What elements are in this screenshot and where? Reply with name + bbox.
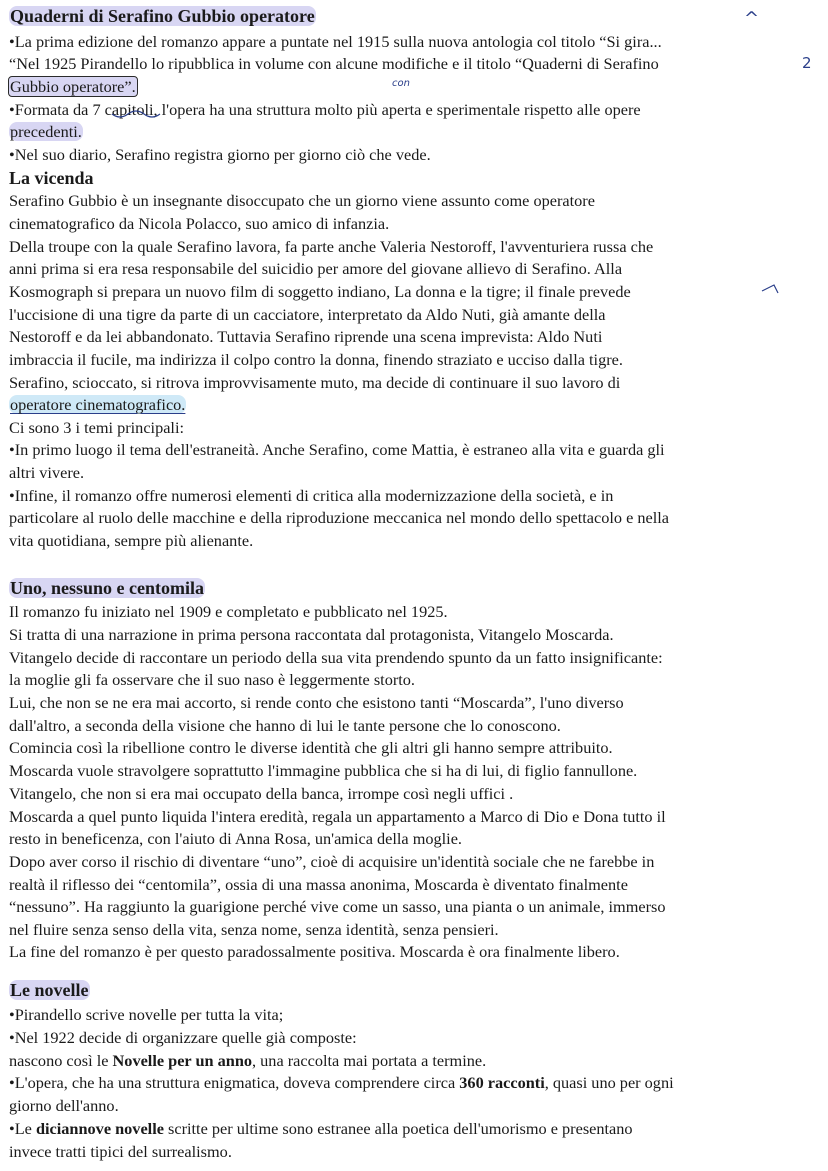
- novelle-line-6: •Le diciannove novelle scritte per ultime sono estranee alla poetica dell'umorismo e presentano: [9, 1119, 633, 1138]
- novelle-title-bold: Novelle per un anno: [112, 1051, 253, 1070]
- serafino-intro-line-6: •Nel suo diario, Serafino registra giorno per giorno ciò che vede.: [9, 145, 431, 164]
- vicenda-line-4: anni prima si era resa responsabile del suicidio per amore del giovane allievo di Serafino. Alla: [9, 259, 623, 278]
- serafino-intro-line-4: •Formata da 7 capitoli, l'opera ha una struttura molto più aperta e sperimentale rispetto alle opere: [9, 100, 641, 119]
- section-title-novelle: Le novelle: [10, 980, 89, 1000]
- vicenda-line-11: Ci sono 3 i temi principali:: [9, 418, 185, 437]
- vicenda-line-12: •In primo luogo il tema dell'estraneità. Anche Serafino, come Mattia, è estraneo alla vita e guarda gli: [9, 440, 665, 459]
- diciannove-novelle-bold: diciannove novelle: [35, 1119, 164, 1138]
- vicenda-line-14: •Infine, il romanzo offre numerosi elementi di critica alla modernizzazione della società, e in: [9, 486, 614, 505]
- uno-line-14: “nessuno”. Ha raggiunto la guarigione perché vive come un sasso, una pianta o un animale, immerso: [9, 897, 666, 916]
- vicenda-line-3: Della troupe con la quale Serafino lavora, fa parte anche Valeria Nestoroff, l'avventuriera russa che: [9, 237, 654, 256]
- vicenda-line-9: Serafino, scioccato, si ritrova improvvisamente muto, ma decide di continuare il suo lavoro di: [9, 373, 621, 392]
- uno-line-8: Moscarda vuole stravolgere soprattutto l'immagine pubblica che si ha di lui, di figlio fannullone.: [9, 761, 638, 780]
- novelle-line-2: •Nel 1922 decide di organizzare quelle già composte:: [9, 1028, 357, 1047]
- vicenda-line-10: operatore cinematografico.: [10, 395, 186, 414]
- uno-line-4: la moglie gli fa osservare che il suo naso è leggermente storto.: [9, 670, 415, 689]
- handwritten-con-note: con: [392, 78, 410, 89]
- vicenda-line-15: particolare al ruolo delle macchine e della riproduzione meccanica nel mondo dello spettacolo e nella: [9, 508, 670, 527]
- section-title-serafino: Quaderni di Serafino Gubbio operatore: [10, 6, 315, 26]
- novelle-line-7: invece tratti tipici del surrealismo.: [9, 1142, 232, 1161]
- uno-line-5: Lui, che non se ne era mai accorto, si rende conto che esistono tanti “Moscarda”, l'uno diverso: [9, 693, 624, 712]
- vicenda-line-8: imbraccia il fucile, ma indirizza il colpo contro la donna, finendo straziato e ucciso dalla tigre.: [9, 350, 623, 369]
- uno-line-2: Si tratta di una narrazione in prima persona raccontata dal protagonista, Vitangelo Moscarda.: [9, 625, 614, 644]
- vicenda-line-5: Kosmograph si prepara un nuovo film di soggetto indiano, La donna e la tigre; il finale prevede: [9, 282, 631, 301]
- novelle-line-4: •L'opera, che ha una struttura enigmatica, doveva comprendere circa 360 racconti, quasi uno per ogni: [9, 1073, 674, 1092]
- serafino-intro-line-1: •La prima edizione del romanzo appare a puntate nel 1915 sulla nuova antologia col titolo “Si gira...: [9, 32, 662, 51]
- novelle-line-1: •Pirandello scrive novelle per tutta la vita;: [9, 1005, 284, 1024]
- uno-line-11: resto in beneficenza, con l'aiuto di Anna Rosa, un'amica della moglie.: [9, 829, 463, 848]
- novelle-line-5: giorno dell'anno.: [9, 1096, 119, 1115]
- novelle-line-3: nascono così le Novelle per un anno, una raccolta mai portata a termine.: [9, 1051, 487, 1070]
- handwritten-caret-mark: ^: [744, 8, 760, 29]
- section-title-uno: Uno, nessuno e centomila: [10, 578, 205, 598]
- uno-line-10: Moscarda a quel punto liquida l'intera eredità, regala un appartamento a Marco di Dio e Dona tutto il: [9, 807, 666, 826]
- uno-line-1: Il romanzo fu iniziato nel 1909 e completato e pubblicato nel 1925.: [9, 602, 448, 621]
- uno-line-6: dall'altro, a seconda della visione che hanno di lui le tante persone che lo conoscono.: [9, 716, 561, 735]
- racconti-count-bold: 360 racconti: [459, 1073, 545, 1092]
- uno-line-3: Vitangelo decide di raccontare un periodo della sua vita prendendo spunto da un fatto insignificante:: [9, 648, 663, 667]
- uno-line-13: realtà il riflesso dei “centomila”, ossia di una massa anonima, Moscarda è diventato finalmente: [9, 875, 628, 894]
- uno-line-15: nel fluire senza senso della vita, senza nome, senza identità, senza pensieri.: [9, 920, 499, 939]
- section-subtitle-vicenda: La vicenda: [9, 168, 94, 188]
- uno-line-7: Comincia così la ribellione contro le diverse identità che gli altri gli hanno sempre attribuito.: [9, 738, 613, 757]
- serafino-intro-line-2: “Nel 1925 Pirandello lo ripubblica in volume con alcune modifiche e il titolo “Quaderni di Serafino: [9, 54, 659, 73]
- serafino-intro-line-5: precedenti.: [10, 122, 82, 141]
- vicenda-line-13: altri vivere.: [9, 463, 85, 482]
- vicenda-line-2: cinematografico da Nicola Polacco, suo amico di infanzia.: [9, 214, 390, 233]
- arrow-mark: [762, 285, 778, 293]
- vicenda-line-16: vita quotidiana, sempre più alienante.: [9, 531, 254, 550]
- vicenda-line-1: Serafino Gubbio è un insegnante disoccupato che un giorno viene assunto come operatore: [9, 191, 595, 210]
- uno-line-9: Vitangelo, che non si era mai occupato della banca, irrompe così negli uffici .: [9, 784, 514, 803]
- handwritten-number-mark: 2: [802, 54, 812, 72]
- uno-line-12: Dopo aver corso il rischio di diventare “uno”, cioè di acquisire un'identità sociale che ne farebbe in: [9, 852, 655, 871]
- uno-line-16: La fine del romanzo è per questo paradossalmente positiva. Moscarda è ora finalmente libero.: [9, 942, 620, 961]
- vicenda-line-6: l'uccisione di una tigre da parte di un cacciatore, interpretato da Aldo Nuti, già amante della: [9, 305, 606, 324]
- vicenda-line-7: Nestoroff e da lei abbandonato. Tuttavia Serafino riprende una scena imprevista: Aldo Nuti: [9, 327, 603, 346]
- serafino-intro-line-3: Gubbio operatore”.: [10, 77, 136, 96]
